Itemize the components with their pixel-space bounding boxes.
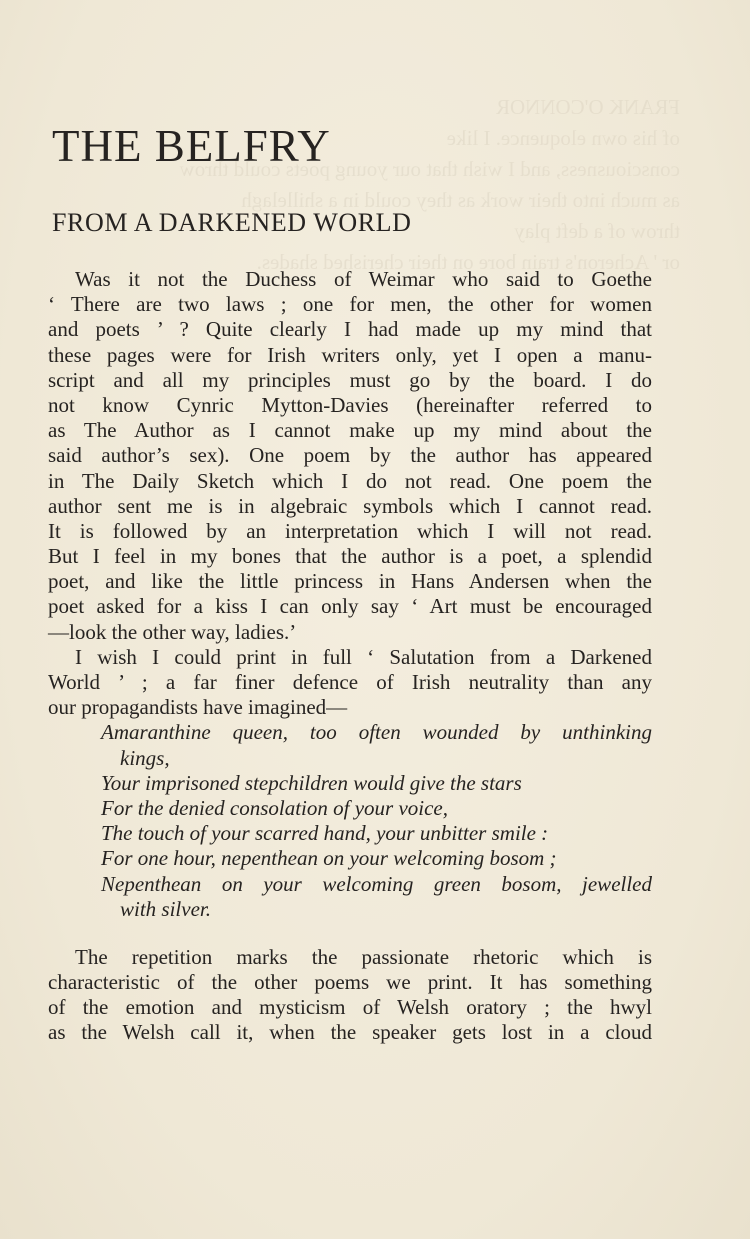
stanza-gap	[48, 922, 652, 945]
article-body	[48, 267, 652, 1046]
paragraph-2	[48, 645, 652, 721]
text-line: But I feel in my bones that the author is a poet, a splendid	[48, 544, 652, 569]
text-line: script and all my principles must go by the board. I do	[48, 367, 652, 392]
text-line: ‘ There are two laws ; one for men, the other for women	[48, 292, 652, 317]
text-line: as The Author as I cannot make up my mind about the	[48, 418, 652, 443]
verse-line: kings,	[120, 745, 170, 770]
verse-line: Your imprisoned stepchildren would give the stars	[101, 770, 522, 795]
section-subtitle: FROM A DARKENED WORLD	[52, 208, 412, 237]
text-line: not know Cynric Mytton-Davies (hereinafter referred to	[48, 392, 652, 417]
verse-line: Amaranthine queen, too often wounded by unthinking	[101, 720, 652, 745]
text-line: The repetition marks the passionate rhetoric which is	[75, 944, 652, 969]
text-line: Was it not the Duchess of Weimar who said to Goethe	[75, 267, 652, 291]
text-line: poet, and like the little princess in Hans Andersen when the	[48, 569, 652, 594]
verse-line: The touch of your scarred hand, your unbitter smile :	[101, 821, 549, 846]
text-line: as the Welsh call it, when the speaker gets lost in a cloud	[48, 1020, 652, 1045]
bleed-line: consciousness, and I wish that our young poets could throw	[179, 157, 680, 181]
verse-line: For the denied consolation of your voice,	[101, 795, 449, 820]
text-line: in The Daily Sketch which I do not read. One poem the	[48, 468, 652, 493]
text-line: World ’ ; a far finer defence of Irish neutrality than any	[48, 670, 652, 694]
verse-line: Nepenthean on your welcoming green bosom, jewelled	[101, 871, 652, 896]
text-line: characteristic of the other poems we print. It has something	[48, 970, 652, 995]
text-line: these pages were for Irish writers only, yet I open a manu-	[48, 342, 652, 367]
paragraph-1	[48, 267, 652, 645]
text-line: and poets ’ ? Quite clearly I had made up my mind that	[48, 317, 652, 342]
verse-line: with silver.	[120, 896, 212, 921]
text-line: —look the other way, ladies.’	[48, 619, 297, 644]
text-line: It is followed by an interpretation which I will not read.	[48, 518, 652, 543]
verse-line: For one hour, nepenthean on your welcoming bosom ;	[101, 846, 557, 871]
text-line: poet asked for a kiss I can only say ‘ Art must be encouraged	[48, 594, 652, 619]
poem-excerpt	[48, 720, 652, 922]
text-line: said author’s sex). One poem by the author has appeared	[48, 443, 652, 468]
bleed-line: throw of a deft play	[514, 219, 680, 243]
bleed-line: of his own eloquence. I like	[446, 126, 680, 150]
text-line: our propagandists have imagined—	[48, 695, 348, 720]
text-line: of the emotion and mysticism of Welsh oratory ; the hwyl	[48, 995, 652, 1020]
paragraph-3	[48, 945, 652, 1046]
page-title: THE BELFRY	[52, 121, 331, 171]
bleed-line: or ' Acheron's train bore on their cherished shades.	[256, 250, 680, 274]
text-line: author sent me is in algebraic symbols which I cannot read.	[48, 493, 652, 518]
text-line: I wish I could print in full ‘ Salutation from a Darkened	[75, 644, 652, 669]
bleed-line: FRANK O'CONNOR	[495, 95, 680, 119]
bleed-line: as much into their work as they could in a shillelagh	[241, 188, 680, 212]
